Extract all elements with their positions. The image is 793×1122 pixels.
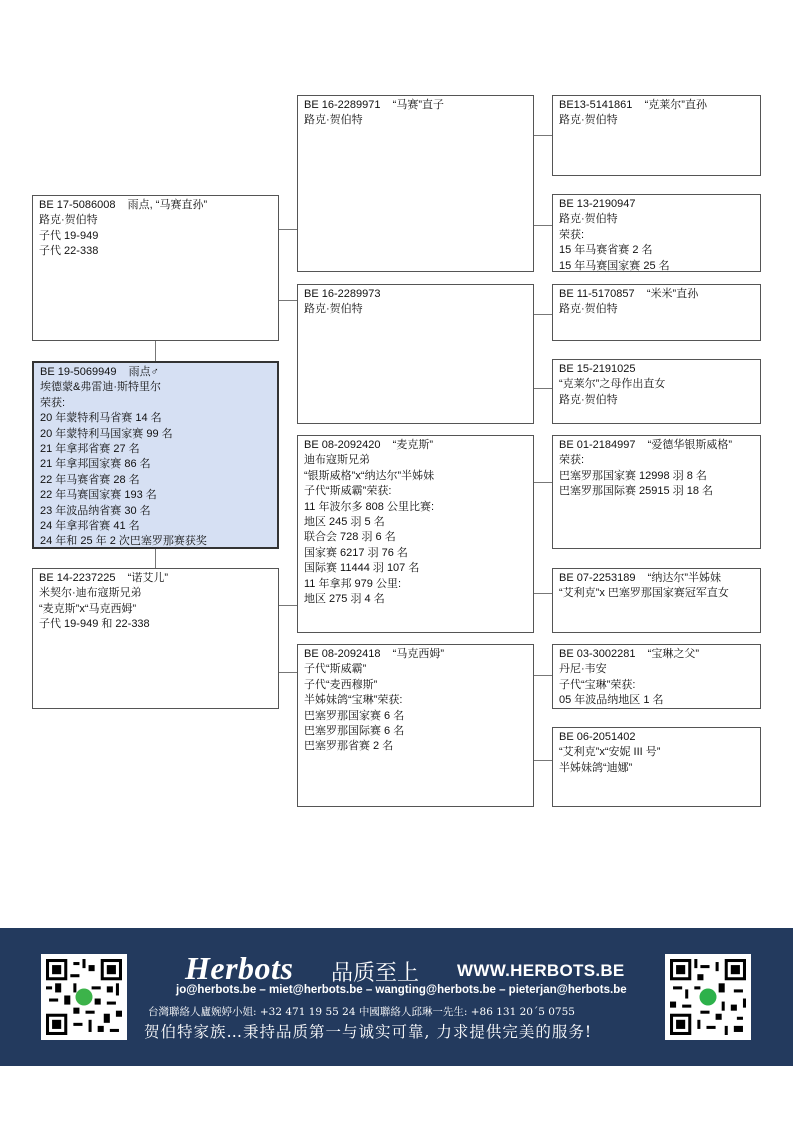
connector xyxy=(533,760,552,761)
pedigree-line: 地区 275 羽 4 名 xyxy=(304,593,385,606)
connector xyxy=(278,605,297,606)
pedigree-line: 国际赛 11444 羽 107 名 xyxy=(304,562,420,575)
pedigree-line: 半姊妹鸽“迪娜” xyxy=(559,761,633,774)
dam-sire-sire-box xyxy=(552,435,761,549)
ring-id: BE 07-2253189 xyxy=(559,572,636,584)
ring-number xyxy=(559,730,754,745)
connector xyxy=(533,593,552,594)
pedigree-line: 子代“斯威霸” xyxy=(304,663,367,676)
connector xyxy=(155,340,156,361)
connector xyxy=(533,388,552,389)
connector xyxy=(278,300,297,301)
dam-dam-box xyxy=(297,644,534,807)
footer xyxy=(0,928,793,1066)
connector xyxy=(533,225,552,226)
pedigree-line: 15 年马赛国家赛 25 名 xyxy=(559,259,670,272)
ring-id: BE 15-2191025 xyxy=(559,363,636,375)
ring-id: BE 06-2051402 xyxy=(559,731,636,743)
sire-dam-box xyxy=(297,284,534,424)
ring-number xyxy=(559,438,754,453)
bird-description: 雨点, “马赛直孙” xyxy=(115,199,208,211)
pedigree-line: 联合会 728 羽 6 名 xyxy=(304,531,396,544)
pedigree-line: “艾利克”x 巴塞罗那国家赛冠军直女 xyxy=(559,587,729,600)
pedigree-line: 子代 22-338 xyxy=(39,245,99,258)
pedigree-line: “克莱尔”之母作出直女 xyxy=(559,378,666,391)
connector xyxy=(533,314,552,315)
qr-code-icon xyxy=(670,959,746,1035)
pedigree-line: 子代“麦西穆斯” xyxy=(304,678,378,691)
brand-row xyxy=(185,950,625,986)
ring-id: BE13-5141861 xyxy=(559,99,633,111)
ring-number xyxy=(559,98,754,113)
pedigree-line: 24 年和 25 年 2 次巴塞罗那赛获奖 xyxy=(40,535,207,548)
sire-sire-dam-box xyxy=(552,194,761,272)
ring-number xyxy=(39,571,272,586)
brand-slogan: 品质至上 xyxy=(331,961,420,986)
bird-description: 雨点♂ xyxy=(116,366,159,378)
pedigree-line: 米契尔·迪布寇斯兄弟 xyxy=(39,587,142,600)
connector xyxy=(278,229,297,230)
qr-code-icon xyxy=(46,959,122,1035)
brand-logo: Herbots xyxy=(185,950,294,986)
sire-dam-sire-box xyxy=(552,284,761,341)
qr-code-left[interactable] xyxy=(41,954,127,1040)
pedigree-line: 巴塞罗那国家赛 12998 羽 8 名 xyxy=(559,469,707,482)
connector xyxy=(533,135,552,136)
pedigree-line: 地区 245 羽 5 名 xyxy=(304,516,385,529)
pedigree-line: 20 年蒙特利马省赛 14 名 xyxy=(40,412,162,425)
sire-box xyxy=(32,195,279,341)
sire-sire-sire-box xyxy=(552,95,761,176)
pedigree-line: 路克·贺伯特 xyxy=(559,114,618,127)
pedigree-line: 11 年拿邦 979 公里: xyxy=(304,577,401,590)
pedigree-line: 23 年波品纳省赛 30 名 xyxy=(40,504,151,517)
pedigree-line: 子代“宝琳”荣获: xyxy=(559,678,636,691)
ring-id: BE 08-2092418 xyxy=(304,648,381,660)
motto: 贺伯特家族…秉持品质第一与诚实可靠, 力求提供完美的服务! xyxy=(144,1023,593,1041)
ring-number xyxy=(559,287,754,302)
line-icon xyxy=(75,988,92,1005)
ring-id: BE 13-2190947 xyxy=(559,198,636,210)
pedigree-line: 巴塞罗那国际赛 6 名 xyxy=(304,725,405,738)
bird-description: “米米”直孙 xyxy=(634,288,699,300)
bird-description: “诺艾儿” xyxy=(115,572,169,584)
pedigree-line: 路克·贺伯特 xyxy=(304,303,363,316)
sire-sire-box xyxy=(297,95,534,272)
pedigree-line: 21 年拿邦省赛 27 名 xyxy=(40,443,140,456)
ring-id: BE 17-5086008 xyxy=(39,199,116,211)
subject-box xyxy=(32,361,279,549)
ring-number xyxy=(559,571,754,586)
ring-number xyxy=(559,362,754,377)
pedigree-line: 半姊妹鸽“宝琳”荣获: xyxy=(304,694,403,707)
pedigree-line: 路克·贺伯特 xyxy=(559,303,618,316)
connector xyxy=(155,548,156,569)
pedigree-line: 巴塞罗那国际赛 25915 羽 18 名 xyxy=(559,485,714,498)
connector xyxy=(533,675,552,676)
pedigree-line: 国家赛 6217 羽 76 名 xyxy=(304,546,408,559)
pedigree-line: 05 年波品纳地区 1 名 xyxy=(559,694,664,707)
dam-sire-dam-box xyxy=(552,568,761,633)
ring-number xyxy=(559,197,754,212)
pedigree-line: 路克·贺伯特 xyxy=(39,214,98,227)
pedigree-line: 路克·贺伯特 xyxy=(304,114,363,127)
pedigree-line: 荣获: xyxy=(40,396,66,409)
ring-id: BE 01-2184997 xyxy=(559,439,636,451)
contact-phones: 台灣聯絡人廬婉婷小姐: +32 471 19 55 24 中國聯絡人邱琳一先生: +86 131 20´5 0755 xyxy=(148,1006,575,1018)
pedigree-line: “银斯威格”x“纳达尔”半姊妹 xyxy=(304,469,435,482)
ring-id: BE 14-2237225 xyxy=(39,572,116,584)
pedigree-line: 20 年蒙特利马国家赛 99 名 xyxy=(40,427,173,440)
pedigree-line: 子代“斯威霸”荣获: xyxy=(304,485,392,498)
dam-box xyxy=(32,568,279,709)
ring-number xyxy=(304,98,527,113)
pedigree-line: 21 年拿邦国家赛 86 名 xyxy=(40,458,151,471)
ring-id: BE 16-2289971 xyxy=(304,99,381,111)
pedigree-line: 子代 19-949 xyxy=(39,229,99,242)
dam-dam-sire-box xyxy=(552,644,761,709)
qr-code-right[interactable] xyxy=(665,954,751,1040)
ring-id: BE 08-2092420 xyxy=(304,439,381,451)
pedigree-line: “麦克斯”x“马克西姆” xyxy=(39,602,137,615)
pedigree-line: 巴塞罗那国家赛 6 名 xyxy=(304,709,405,722)
pedigree-line: 子代 19-949 和 22-338 xyxy=(39,618,150,631)
pedigree-line: 巴塞罗那省赛 2 名 xyxy=(304,740,394,753)
connector xyxy=(533,482,552,483)
ring-id: BE 19-5069949 xyxy=(40,366,117,378)
website-link[interactable]: WWW.HERBOTS.BE xyxy=(457,961,625,980)
dam-sire-box xyxy=(297,435,534,633)
bird-description: “马克西姆” xyxy=(380,648,445,660)
ring-number xyxy=(39,198,272,213)
ring-number xyxy=(40,365,271,380)
bird-description: “克莱尔”直孙 xyxy=(632,99,707,111)
ring-number xyxy=(304,287,527,302)
pedigree-line: 11 年波尔多 808 公里比赛: xyxy=(304,500,434,513)
pedigree-line: 丹尼·韦安 xyxy=(559,663,607,676)
pedigree-line: 15 年马赛省赛 2 名 xyxy=(559,244,653,257)
ring-number xyxy=(304,647,527,662)
dam-dam-dam-box xyxy=(552,727,761,807)
pedigree-line: 路克·贺伯特 xyxy=(559,393,618,406)
pedigree-line: 荣获: xyxy=(559,228,585,241)
bird-description: “纳达尔”半姊妹 xyxy=(635,572,722,584)
connector xyxy=(278,672,297,673)
ring-number xyxy=(559,647,754,662)
pedigree-line: 24 年拿邦省赛 41 名 xyxy=(40,520,140,533)
email-list[interactable]: jo@herbots.be – miet@herbots.be – wangting@herbots.be – pieterjan@herbots.be xyxy=(176,984,627,996)
pedigree-line: 22 年马赛国家赛 193 名 xyxy=(40,489,157,502)
bird-description: “爱德华银斯威格” xyxy=(635,439,733,451)
pedigree-line: “艾利克”x“安妮 III 号” xyxy=(559,746,661,759)
pedigree-line: 迪布寇斯兄弟 xyxy=(304,454,370,467)
pedigree-line: 荣获: xyxy=(559,454,585,467)
wechat-icon xyxy=(699,988,716,1005)
bird-description: “麦克斯” xyxy=(380,439,434,451)
ring-id: BE 16-2289973 xyxy=(304,288,381,300)
pedigree-line: 路克·贺伯特 xyxy=(559,213,618,226)
sire-dam-dam-box xyxy=(552,359,761,424)
pedigree-line: 22 年马赛省赛 28 名 xyxy=(40,473,140,486)
ring-id: BE 11-5170857 xyxy=(559,288,635,300)
ring-id: BE 03-3002281 xyxy=(559,648,636,660)
pedigree-line: 埃德蒙&弗雷迪·斯特里尔 xyxy=(40,381,161,394)
bird-description: “宝琳之父” xyxy=(635,648,700,660)
bird-description: “马赛”直子 xyxy=(380,99,445,111)
ring-number xyxy=(304,438,527,453)
